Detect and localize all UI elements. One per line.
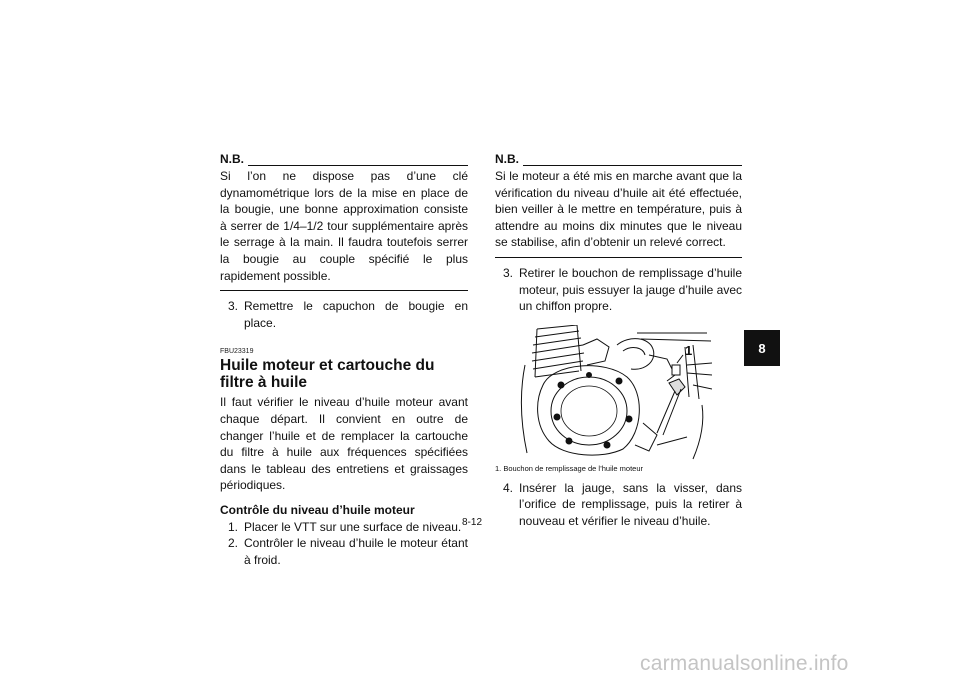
nb-label: N.B. [495,152,519,167]
section-title: Huile moteur et cartouche du filtre à huile [220,357,435,392]
step-number: 3. [502,265,513,280]
step-number: 4. [502,480,513,495]
intro-paragraph: Il faut vérifier le niveau d’huile moteur avant chaque départ. Il convient en outre de changer l’huile et de remplacer la cartouche du filtre à huile aux fréquences spécifiées dans le tableau des entretiens et graissages périodiques. [220,395,468,493]
step-3 [220,298,468,331]
nb-heading [220,152,468,168]
engine-illustration [517,325,712,460]
left-column [220,152,468,568]
nb-text: Si l’on ne dispose pas d’une clé dynamométrique lors de la mise en place de la bougie, une bonne approximation consiste à serrer de 1/4–1/2 tour supplémentaire après le serrage à la main. Il faudra toutefois serrer la bougie au couple spécifié le plus rapidement possible. [220,169,468,283]
step-number: 1. [227,519,238,534]
nb-heading [495,152,742,168]
step-text: Contrôler le niveau d’huile le moteur étant à froid. [244,536,468,567]
subheading: Contrôle du niveau d’huile moteur [220,502,415,517]
nb-end-rule [495,257,742,258]
nb-label: N.B. [220,152,244,167]
step-4 [495,480,742,530]
nb-text: Si le moteur a été mis en marche avant que la vérification du niveau d’huile ait été effectuée, bien veiller à le mettre en température, puis à attendre au moins dix minutes que le niveau se stabilise, afin d’obtenir un relevé correct. [495,169,742,250]
step-number: 2. [227,536,238,551]
step-number: 3. [227,299,238,314]
nb-rule [248,165,468,166]
watermark: carmanualsonline.info [640,652,849,675]
step-text: Placer le VTT sur une surface de niveau. [244,519,462,534]
section-code: FBU23319 [220,348,254,356]
figure-caption: 1. Bouchon de remplissage de l’huile moteur [495,463,644,473]
nb-end-rule [220,290,468,291]
figure-callout: 1 [685,342,693,358]
step-3 [495,265,742,315]
step-text: Remettre le capuchon de bougie en place. [244,299,468,330]
step-2 [220,535,468,568]
nb-rule [523,165,742,166]
step-text: Retirer le bouchon de remplissage d’huile moteur, puis essuyer la jauge d’huile avec un chiffon propre. [519,265,742,314]
right-column [495,152,742,530]
step-1 [220,519,468,536]
page-number: 8-12 [462,517,483,528]
step-text: Insérer la jauge, sans la visser, dans l’orifice de remplissage, puis la retirer à nouveau et vérifier le niveau d’huile. [519,480,742,528]
chapter-tab: 8 [744,330,780,366]
engine-drawing [517,325,712,460]
